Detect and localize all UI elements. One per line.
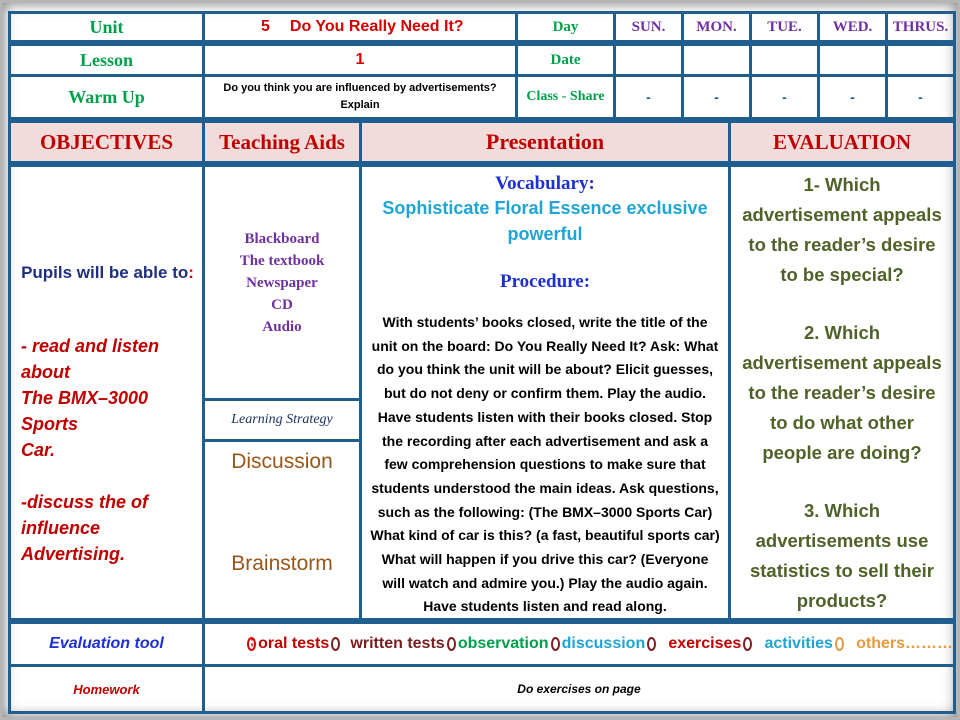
others-label: others……… <box>856 635 953 652</box>
objective-item-2-line-1: -discuss the of <box>21 492 149 512</box>
warmup-cell <box>202 74 518 120</box>
class-share-sun: - <box>613 74 684 120</box>
written-tests-label: written tests <box>350 635 445 652</box>
class-share-label: Class - Share <box>515 74 616 120</box>
lesson-number: 1 <box>202 43 518 77</box>
aid-blackboard: Blackboard <box>244 230 320 247</box>
objectives-intro <box>21 263 194 283</box>
evaluation-question-2: 2. Which advertisement appeals to the reader’s desire to do what other people are doing? <box>742 321 942 463</box>
activities-radio[interactable] <box>743 637 752 651</box>
discussion-label: discussion <box>561 635 646 652</box>
procedure-text: With students’ books closed, write the title of the unit on the board: Do You Really Need It? Ask: What do you think the unit will be about? Elicit guesses, but do not deny or confirm them. Play the audio. Have students listen with their books closed. Stop the recording after each advertisement and ask a few comprehension questions to make sure that students understood the main ideas. Ask questions, such as the following: (The BMX–3000 Sports Car) What kind of car is this? (a fast, beautiful sports car) What will happen if you drive this car? (Everyone will watch and admire you.) Play the audio again. Have students listen and read along. <box>370 314 720 615</box>
objective-item-1-line-2: The BMX–3000 Sports <box>21 388 149 434</box>
day-thurs: THRUS. <box>885 11 956 43</box>
class-share-tue: - <box>749 74 820 120</box>
date-tue <box>749 43 820 77</box>
date-label: Date <box>515 43 616 77</box>
strategy-brainstorm: Brainstorm <box>231 552 333 575</box>
oral-tests-label: oral tests <box>258 635 330 652</box>
day-sun: SUN. <box>613 11 684 43</box>
observation-radio[interactable] <box>447 637 456 651</box>
unit-number: 5 <box>261 18 270 35</box>
objectives-intro-text: Pupils will be able to <box>21 263 189 282</box>
evaluation-question-3: 3. Which advertisements use statistics to sell their products? <box>749 499 935 611</box>
objective-item-1-line-3: Car. <box>21 440 56 460</box>
unit-label: Unit <box>8 11 205 43</box>
homework-text: Do exercises on page <box>202 664 956 714</box>
date-wed <box>817 43 888 77</box>
homework-label: Homework <box>8 664 205 714</box>
presentation-heading: Presentation <box>359 120 731 164</box>
others-radio[interactable] <box>835 637 844 651</box>
teaching-aids-heading: Teaching Aids <box>202 120 362 164</box>
exercises-label: exercises <box>668 635 742 652</box>
activities-label: activities <box>764 635 833 652</box>
evaluation-tool-options <box>202 621 956 667</box>
day-mon: MON. <box>681 11 752 43</box>
day-wed: WED. <box>817 11 888 43</box>
class-share-wed: - <box>817 74 888 120</box>
day-label: Day <box>515 11 616 43</box>
teaching-aids-list <box>202 164 362 401</box>
aid-cd: CD <box>271 296 293 313</box>
warmup-question: Do you think you are influenced by advertisements? <box>223 82 497 94</box>
evaluation-tool-label: Evaluation tool <box>8 621 205 667</box>
aid-textbook: The textbook <box>239 252 325 269</box>
date-thurs <box>885 43 956 77</box>
evaluation-question-1: 1- Which advertisement appeals to the reader’s desire to be special? <box>742 173 942 285</box>
class-share-mon: - <box>681 74 752 120</box>
exercises-radio[interactable] <box>647 637 656 651</box>
aid-audio: Audio <box>262 318 302 335</box>
presentation-body <box>359 164 731 621</box>
warmup-explain: Explain <box>340 99 380 111</box>
objective-item-2-line-3: Advertising. <box>21 544 126 564</box>
observation-label: observation <box>457 635 549 652</box>
objectives-body <box>8 164 205 621</box>
aid-newspaper: Newspaper <box>246 274 318 291</box>
objective-item-1-line-1: - read and listen about <box>21 336 160 382</box>
oral-tests-radio[interactable] <box>247 634 256 651</box>
written-tests-radio[interactable] <box>331 637 340 651</box>
vocabulary-line-2: powerful <box>507 224 583 244</box>
lesson-label: Lesson <box>8 43 205 77</box>
vocabulary-heading: Vocabulary: <box>495 173 595 194</box>
objectives-intro-colon: : <box>188 263 194 282</box>
oral-tests-selected-mark: ; <box>250 634 254 648</box>
learning-strategy-label: Learning Strategy <box>202 398 362 442</box>
date-mon <box>681 43 752 77</box>
objectives-heading: OBJECTIVES <box>8 120 205 164</box>
objective-item-2-line-2: influence <box>21 518 101 538</box>
class-share-thurs: - <box>885 74 956 120</box>
evaluation-body <box>728 164 956 621</box>
day-tue: TUE. <box>749 11 820 43</box>
unit-title: Do You Really Need It? <box>289 18 464 35</box>
strategy-discussion: Discussion <box>231 450 333 473</box>
learning-strategies <box>202 439 362 621</box>
date-sun <box>613 43 684 77</box>
vocabulary-line-1: Sophisticate Floral Essence exclusive <box>382 198 708 218</box>
warmup-label: Warm Up <box>8 74 205 120</box>
procedure-heading: Procedure: <box>499 271 591 292</box>
discussion-radio[interactable] <box>551 637 560 651</box>
evaluation-heading: EVALUATION <box>728 120 956 164</box>
unit-title-cell <box>202 11 518 43</box>
